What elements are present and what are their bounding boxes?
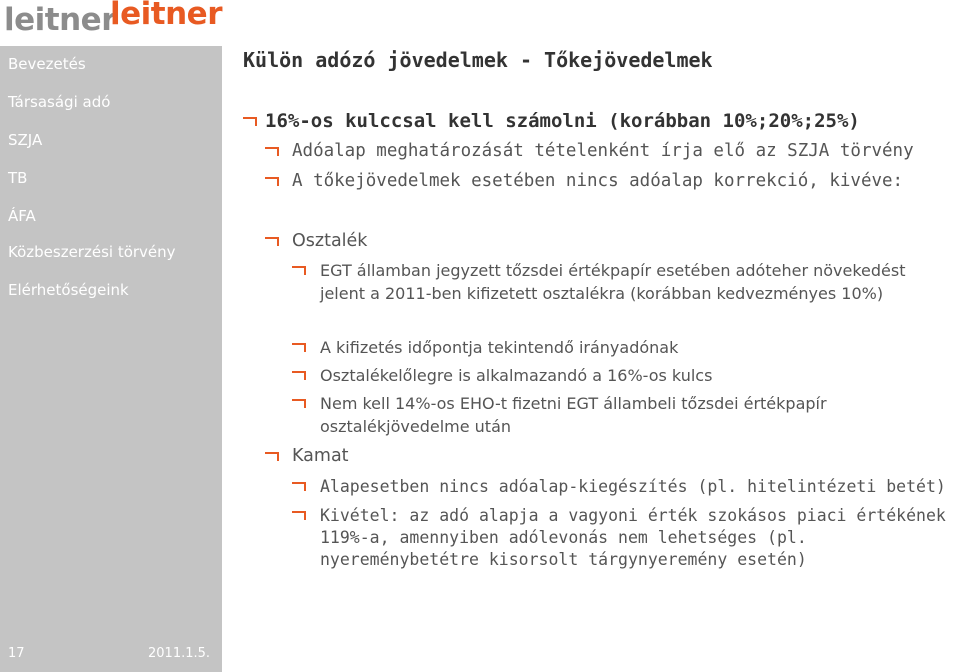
sidebar-item-tarsasagi-ado[interactable]: Társasági adó [8, 93, 111, 111]
bullet-interest-sub-2 [292, 505, 960, 570]
bullet-base [265, 141, 960, 163]
bullet-marker-icon [265, 237, 279, 246]
bullet-text: EGT államban jegyzett tőzsdei értékpapír esetében adóteher növekedést jelent a 2011-ben kifizetett osztalékra (korábban kedvezményes 10%) [320, 261, 906, 303]
bullet-dividend-sub-2 [292, 337, 960, 360]
sidebar-item-kozbeszerzes[interactable]: Közbeszerzési törvény [8, 243, 176, 261]
sidebar-item-afa[interactable]: ÁFA [8, 207, 36, 225]
bullet-text: 16%-os kulccsal kell számolni (korábban 10%;20%;25%) [265, 110, 860, 132]
bullet-marker-icon [292, 511, 306, 520]
bullet-interest-sub-1 [292, 476, 960, 498]
bullet-dividend [265, 231, 960, 253]
sidebar-item-tb[interactable]: TB [8, 169, 28, 187]
bullet-marker-icon [292, 266, 306, 275]
bullet-text: A kifizetés időpontja tekintendő irányadónak [320, 338, 679, 357]
logo-text-gray: leitner [4, 2, 116, 38]
bullet-marker-icon [292, 371, 306, 380]
company-logo [0, 0, 222, 44]
bullet-dividend-sub-1 [292, 260, 932, 306]
sidebar-item-szja[interactable]: SZJA [8, 131, 43, 149]
bullet-text: Osztalékelőlegre is alkalmazandó a 16%-os kulcs [320, 366, 713, 385]
bullet-interest [265, 446, 960, 468]
bullet-text: Osztalék [292, 231, 368, 251]
bullet-text: A tőkejövedelmek esetében nincs adóalap korrekció, kivéve: [292, 171, 904, 191]
bullet-text: Kivétel: az adó alapja a vagyoni érték szokásos piaci értékének 119%-a, amennyiben adólevonás nem lehetséges (pl. nyereménybetétre kisorsolt tárgynyeremény esetén) [320, 506, 946, 569]
bullet-marker-icon [292, 343, 306, 352]
bullet-text: Kamat [292, 446, 349, 466]
bullet-marker-icon [265, 147, 279, 156]
sidebar-nav [0, 46, 222, 672]
bullet-marker-icon [265, 177, 279, 186]
bullet-marker-icon [292, 482, 306, 491]
bullet-marker-icon [265, 452, 279, 461]
bullet-text: Nem kell 14%-os EHO-t fizetni EGT állambeli tőzsdei értékpapír osztalékjövedelme után [320, 394, 827, 436]
logo-text-orange: leitner [110, 0, 222, 32]
bullet-text: Alapesetben nincs adóalap-kiegészítés (pl. hitelintézeti betét) [320, 477, 946, 496]
sidebar-item-elerhetosegeink[interactable]: Elérhetőségeink [8, 281, 129, 299]
sidebar-item-bevezetes[interactable]: Bevezetés [8, 55, 86, 73]
bullet-dividend-sub-3 [292, 365, 960, 388]
slide-title: Külön adózó jövedelmek - Tőkejövedelmek [243, 48, 713, 72]
slide-date: 2011.1.5. [148, 646, 211, 661]
slide-number: 17 [8, 646, 25, 661]
bullet-marker-icon [292, 399, 306, 408]
bullet-main [243, 110, 960, 134]
bullet-text: Adóalap meghatározását tételenként írja elő az SZJA törvény [292, 141, 914, 161]
bullet-dividend-sub-4 [292, 393, 960, 439]
bullet-correction [265, 171, 960, 193]
bullet-marker-icon [243, 117, 257, 126]
